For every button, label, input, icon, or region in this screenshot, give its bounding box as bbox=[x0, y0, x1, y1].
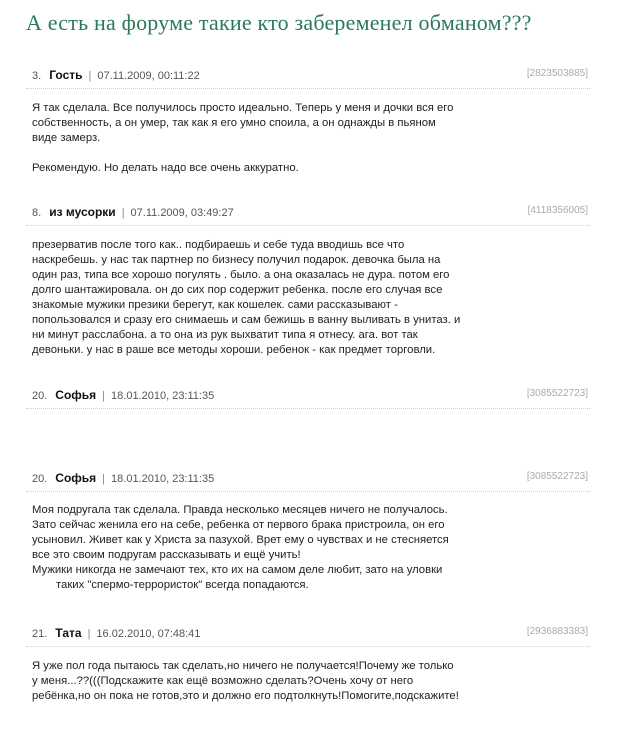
separator: | bbox=[121, 207, 125, 219]
post-date: 18.01.2010, 23:11:35 bbox=[111, 473, 215, 485]
post-author[interactable]: Софья bbox=[55, 471, 97, 485]
post-id: [2823503885] bbox=[526, 68, 588, 79]
separator: | bbox=[102, 390, 106, 402]
separator: | bbox=[88, 70, 92, 82]
post-text-line: Рекомендую. Но делать надо все очень аккуратно. bbox=[32, 162, 299, 174]
post-date: 07.11.2009, 03:49:27 bbox=[130, 207, 234, 219]
post-text-line: Зато сейчас женила его на себе, ребенка от первого брака пристроила, он его bbox=[32, 519, 445, 531]
post-header bbox=[32, 471, 588, 489]
post-header bbox=[32, 626, 588, 644]
post-author[interactable]: Софья bbox=[55, 388, 97, 402]
post-header bbox=[32, 68, 588, 86]
post-author[interactable]: Гость bbox=[49, 68, 83, 82]
post-author[interactable]: Тата bbox=[55, 626, 82, 640]
post-text-line: усыновил. Живет как у Христа за пазухой. Врет ему о чувствах и не стесняется bbox=[32, 534, 449, 546]
post-header bbox=[32, 205, 588, 223]
separator: | bbox=[87, 628, 91, 640]
post-number: 21. bbox=[32, 628, 48, 640]
post-body bbox=[32, 238, 580, 358]
post-text-line: у меня...??(((Подскажите как ещё возможно сделать?Очень хочу от него bbox=[32, 675, 414, 687]
post-text-line: Моя подругала так сделала. Правда несколько месяцев ничего не получалось. bbox=[32, 504, 448, 516]
post-text-line: Мужики никогда не замечают тех, кто их на самом деле любит, зато на уловки bbox=[32, 564, 443, 576]
post-date: 16.02.2010, 07:48:41 bbox=[96, 628, 201, 640]
post-id: [3085522723] bbox=[526, 471, 588, 482]
post-number: 3. bbox=[32, 70, 42, 82]
post-text-line bbox=[32, 146, 580, 161]
post-text-line: попользовался и сразу его снимаешь и сам бежишь в ванну выливать в унитаз. и bbox=[32, 314, 461, 326]
post-number: 20. bbox=[32, 473, 48, 485]
divider bbox=[26, 88, 590, 89]
divider bbox=[26, 491, 590, 492]
post-text-line: Я так сделала. Все получилось просто идеально. Теперь у меня и дочки вся его bbox=[32, 102, 454, 114]
divider bbox=[26, 408, 590, 409]
post-text-line: ребёнка,но он пока не готов,это и должно его подтолкнуть!Помогите,подскажите! bbox=[32, 690, 459, 702]
post-number: 8. bbox=[32, 207, 42, 219]
post-number: 20. bbox=[32, 390, 48, 402]
divider bbox=[26, 225, 590, 226]
post-body bbox=[32, 503, 580, 593]
post-text-line: долго шантажировала. он до сих пор содержит ребенка. после его случая все bbox=[32, 284, 443, 296]
thread-title: А есть на форуме такие кто забеременел обманом??? bbox=[26, 10, 532, 35]
post-text-line: Я уже пол года пытаюсь так сделать,но ничего не получается!Почему же только bbox=[32, 660, 454, 672]
post-body bbox=[32, 659, 580, 704]
separator: | bbox=[102, 473, 106, 485]
post-text-line: собственность, а он умер, так как я его умно споила, а он однажды в пьяном bbox=[32, 117, 436, 129]
post-date: 07.11.2009, 00:11:22 bbox=[97, 70, 200, 82]
post-text-line: виде замерз. bbox=[32, 132, 101, 144]
post-author[interactable]: из мусорки bbox=[49, 205, 116, 219]
post-body bbox=[32, 101, 580, 176]
post-text-line: знакомые мужики презики берегут, как кошелек. сами рассказывают - bbox=[32, 299, 398, 311]
post-id: [3085522723] bbox=[526, 388, 588, 399]
post-id: [4118356005] bbox=[527, 205, 588, 216]
post-text-line: все это своим подругам рассказывать и ещё учить! bbox=[32, 549, 301, 561]
post-text-line: презерватив после того как.. подбираешь и себе туда вводишь все что bbox=[32, 239, 405, 251]
divider bbox=[26, 646, 590, 647]
post-date: 18.01.2010, 23:11:35 bbox=[111, 390, 215, 402]
post-text-line: наскребешь. у нас так партнер по бизнесу получил подарок. девочка была на bbox=[32, 254, 441, 266]
post-text-line: один раз, типа все хорошо погулять . было. а она оказалась не дура. потом его bbox=[32, 269, 450, 281]
post-header bbox=[32, 388, 588, 406]
post-text-line: ни минут расслабона. а то она из рук выхватит типа я отнесу. ага. вот так bbox=[32, 329, 418, 341]
post-id: [2936883383] bbox=[526, 626, 588, 637]
post-text-line: девоньки. у нас в раше все методы хороши. ребенок - как предмет торговли. bbox=[32, 344, 436, 356]
post-text-line: таких "спермо-террористок" всегда попадаются. bbox=[56, 579, 309, 591]
